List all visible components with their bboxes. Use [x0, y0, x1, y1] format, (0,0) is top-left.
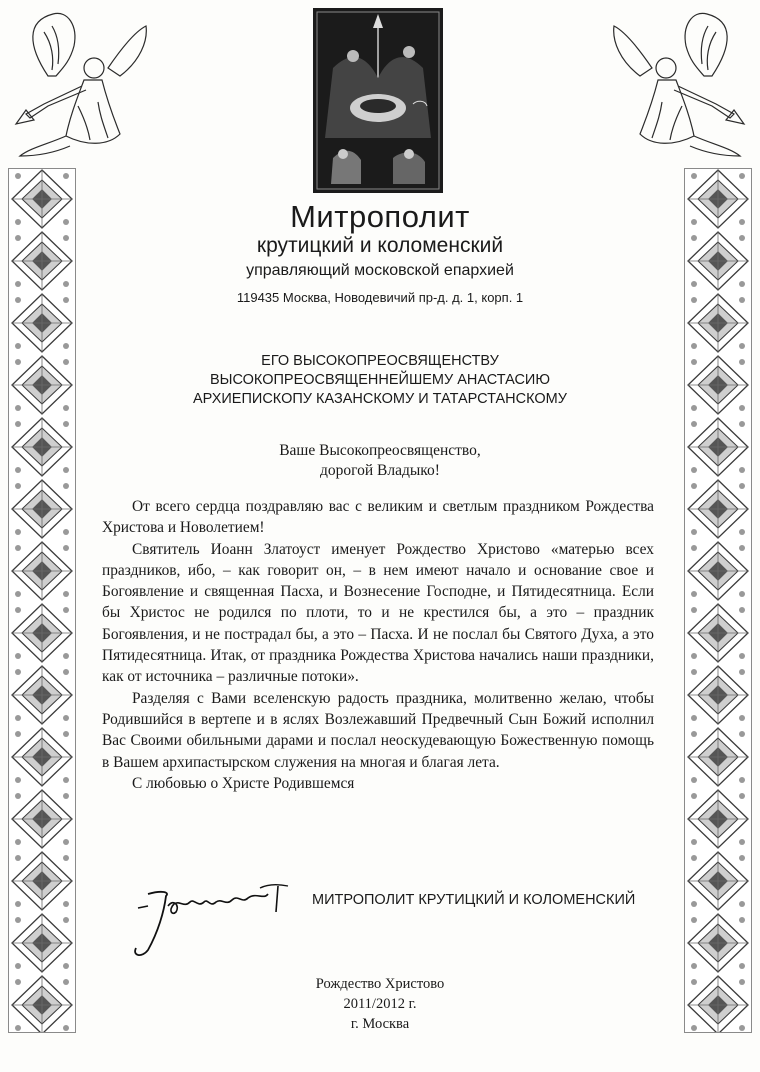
- angel-with-trumpet-left: [8, 6, 158, 166]
- greeting-line: Ваше Высокопреосвященство,: [279, 442, 481, 459]
- handwritten-signature: [118, 872, 298, 964]
- letterhead-address: 119435 Москва, Новодевичий пр-д. д. 1, корп. 1: [236, 290, 524, 305]
- footer-line: Рождество Христово: [315, 976, 445, 992]
- ornamental-border-left: [8, 168, 76, 1033]
- letterhead-diocese: управляющий московской епархией: [246, 262, 514, 279]
- body-paragraph: Святитель Иоанн Златоуст именует Рождество Христово «матерью всех праздников, ибо, – как говорит он, – в нем имеют начало и основание свое и Богоявление и священная Пасха, и Вознесение Господне, и Пятидесятница. Если бы Христос не родился по плоти, то и не крестился бы, а это – праздник Богоявления, и не пострадал бы, а это – Пасха. И не послал бы Святого Духа, а это Пятидесятница. Итак, от праздника Рождества Христова начались наши праздники, как от источника – различные потоки».: [102, 540, 654, 686]
- footer-line: 2011/2012 г.: [343, 996, 417, 1012]
- addressee-line: ЕГО ВЫСОКОПРЕОСВЯЩЕНСТВУ: [261, 353, 499, 369]
- nativity-icon-image: [313, 8, 443, 193]
- letterhead-subtitle: крутицкий и коломенский: [256, 234, 504, 257]
- letter-body: [102, 496, 654, 794]
- body-paragraph: Разделяя с Вами вселенскую радость праздника, молитвенно желаю, чтобы Родившийся в вертепе и в яслях Возлежавший Предвечный Сын Божий исполнил Вас Своими обильными дарами и послал неоскудевающую Божественную помощь в Вашем архипастырском служения на многая и благая лета.: [102, 689, 654, 771]
- body-closing: С любовью о Христе Родившемся: [132, 774, 355, 792]
- letterhead-title: Митрополит: [290, 199, 470, 234]
- addressee-line: ВЫСОКОПРЕОСВЯЩЕННЕЙШЕМУ АНАСТАСИЮ: [209, 372, 550, 388]
- date-place-block: [240, 974, 520, 1034]
- addressee-block: [150, 352, 610, 409]
- greeting-block: [150, 441, 610, 481]
- addressee-line: АРХИЕПИСКОПУ КАЗАНСКОМУ И ТАТАРСТАНСКОМУ: [193, 391, 567, 407]
- footer-line: г. Москва: [350, 1016, 410, 1032]
- body-paragraph: От всего сердца поздравляю вас с великим и светлым праздником Рождества Христова и Новолетием!: [102, 498, 654, 537]
- ornamental-border-right: [684, 168, 752, 1033]
- signature-title: МИТРОПОЛИТ КРУТИЦКИЙ И КОЛОМЕНСКИЙ: [312, 892, 636, 908]
- greeting-line: дорогой Владыко!: [320, 462, 440, 479]
- angel-with-trumpet-right: [602, 6, 752, 166]
